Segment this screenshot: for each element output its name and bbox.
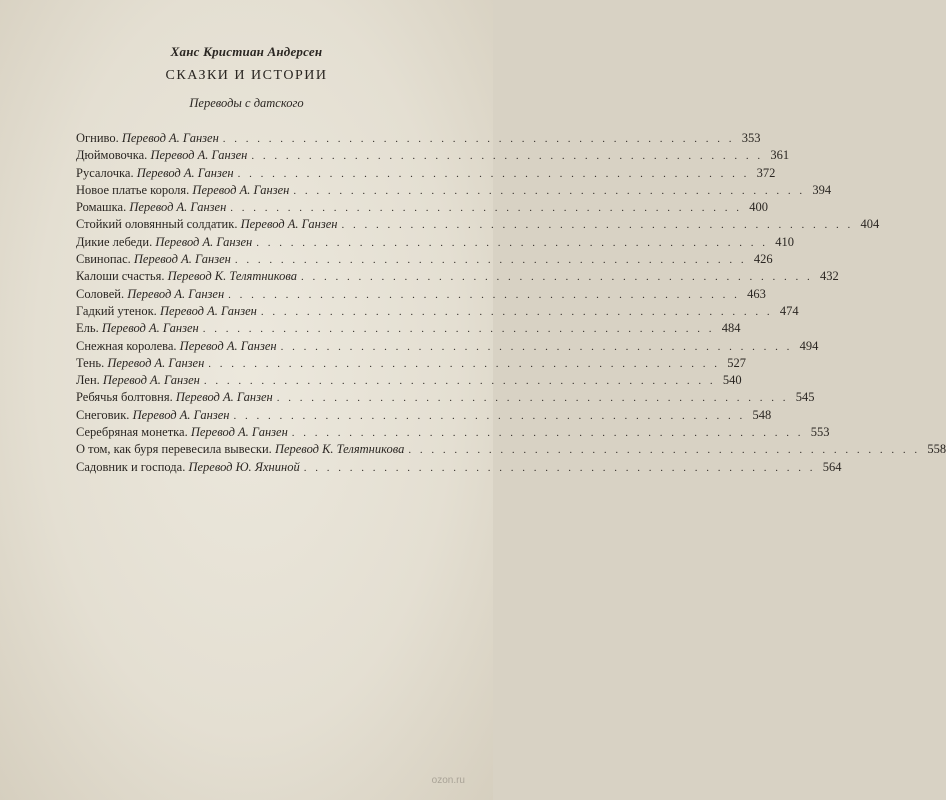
toc-entry-text — [76, 407, 230, 424]
watermark: ozon.ru — [431, 775, 465, 786]
toc-entry-translator: Перевод А. Ганзен — [136, 165, 234, 180]
toc-entry-translator: Перевод Ю. Яхниной — [188, 459, 300, 474]
toc-page-number: 463 — [747, 286, 766, 301]
toc-entry-title: Огниво. — [76, 131, 119, 145]
toc-leader-dots — [235, 252, 747, 269]
toc-entry-text — [76, 355, 204, 372]
toc-leader-dots — [234, 408, 746, 425]
toc-entry — [76, 355, 747, 372]
toc-entry-text — [76, 320, 199, 337]
toc-entry — [76, 216, 880, 233]
toc-entry-translator: Перевод А. Ганзен — [190, 425, 288, 440]
toc-entry-text — [76, 372, 200, 389]
toc-entry-text — [76, 424, 288, 441]
toc-entry — [76, 130, 761, 147]
toc-entry-text — [76, 234, 252, 251]
toc-entry-text — [76, 251, 231, 268]
toc-entry — [76, 441, 946, 458]
toc-page-number: 432 — [820, 269, 839, 284]
toc-entry — [76, 459, 842, 476]
toc-entry-title: Калоши счастья. — [76, 269, 165, 284]
toc-page-number: 558 — [927, 442, 946, 457]
toc-entry-translator: Перевод А. Ганзен — [150, 148, 248, 163]
toc-page-number: 410 — [775, 234, 795, 249]
toc-entry — [76, 320, 741, 337]
toc-entry-translator: Перевод А. Ганзен — [121, 131, 219, 145]
toc-entry-title: Свинопас. — [76, 252, 131, 267]
toc-leader-dots — [261, 304, 773, 321]
toc-page-number: 540 — [722, 373, 742, 388]
toc-entry-text — [76, 130, 219, 147]
toc-entry-translator: Перевод А. Ганзен — [132, 407, 230, 422]
toc-entry-text — [76, 165, 234, 182]
section-title: СКАЗКИ И ИСТОРИИ — [165, 68, 328, 83]
toc-entry — [76, 338, 819, 355]
toc-leader-dots — [208, 356, 720, 373]
toc-entry-translator: Перевод К. Телятникова — [167, 269, 298, 284]
toc-entry-title: Тень. — [76, 355, 105, 370]
toc-entry-title: Соловей. — [76, 286, 125, 301]
toc-page-number: 361 — [770, 148, 790, 163]
toc-entry — [76, 165, 776, 182]
toc-page-number: 426 — [753, 252, 773, 267]
toc-entry-text — [76, 338, 277, 355]
author-name: Ханс Кристиан Андерсен — [170, 44, 323, 59]
toc-leader-dots — [277, 390, 789, 407]
toc-entry — [76, 251, 773, 268]
toc-entry — [76, 286, 766, 303]
toc-page-number: 353 — [741, 131, 761, 145]
toc-entry-title: Дикие лебеди. — [76, 234, 153, 249]
toc-entry-translator: Перевод А. Ганзен — [192, 182, 290, 197]
toc-entry-title: Снежная королева. — [76, 338, 177, 353]
toc-entry-text — [76, 182, 289, 199]
toc-leader-dots — [203, 321, 715, 338]
toc-page-number: 394 — [812, 182, 832, 197]
toc-leader-dots — [204, 373, 716, 390]
toc-entry-translator: Перевод К. Телятникова — [274, 442, 405, 457]
toc-page-number: 474 — [779, 303, 799, 318]
toc-entry-title: Ребячья болтовня. — [76, 390, 173, 405]
toc-page-number: 545 — [795, 390, 815, 405]
toc-leader-dots — [228, 287, 740, 304]
table-of-contents — [76, 130, 946, 476]
toc-entry-translator: Перевод А. Ганзен — [179, 338, 277, 353]
toc-entry — [76, 199, 769, 216]
toc-entry — [76, 303, 799, 320]
toc-page-number: 404 — [860, 217, 880, 232]
toc-entry-translator: Перевод А. Ганзен — [159, 303, 257, 318]
toc-entry-text — [76, 459, 300, 476]
toc-entry-title: О том, как буря перевесила вывески. — [76, 442, 272, 457]
toc-entry — [76, 372, 742, 389]
toc-leader-dots — [230, 200, 742, 217]
toc-page-number: 548 — [752, 407, 772, 422]
toc-entry-title: Лен. — [76, 373, 100, 388]
toc-leader-dots — [304, 460, 816, 477]
toc-entry — [76, 389, 815, 406]
toc-leader-dots — [342, 217, 854, 234]
toc-entry-title: Стойкий оловянный солдатик. — [76, 217, 238, 232]
toc-entry-text — [76, 199, 226, 216]
toc-entry-translator: Перевод А. Ганзен — [133, 252, 231, 267]
toc-entry-translator: Перевод А. Ганзен — [175, 390, 273, 405]
toc-entry — [76, 268, 839, 285]
toc-leader-dots — [251, 148, 763, 165]
toc-leader-dots — [281, 339, 793, 356]
toc-entry-title: Ель. — [76, 321, 99, 336]
toc-entry-text — [76, 303, 257, 320]
toc-entry-translator: Перевод А. Ганзен — [240, 217, 338, 232]
toc-entry — [76, 407, 772, 424]
toc-entry-text — [76, 268, 297, 285]
toc-page-number: 372 — [756, 165, 776, 180]
section-subtitle: Переводы с датского — [189, 96, 304, 110]
toc-entry-title: Гадкий утенок. — [76, 303, 157, 318]
toc-entry-translator: Перевод А. Ганзен — [129, 200, 227, 215]
toc-entry-title: Новое платье короля. — [76, 182, 190, 197]
toc-leader-dots — [256, 235, 768, 252]
toc-page-number: 553 — [810, 425, 830, 440]
toc-leader-dots — [293, 183, 805, 200]
toc-entry — [76, 182, 832, 199]
toc-page-number: 484 — [721, 321, 741, 336]
toc-page-number: 400 — [749, 200, 769, 215]
toc-page-number: 494 — [799, 338, 819, 353]
toc-entry-text — [76, 286, 224, 303]
toc-entry-text — [76, 216, 338, 233]
toc-page-number: 564 — [822, 459, 842, 474]
toc-leader-dots — [238, 166, 750, 183]
toc-entry-title: Садовник и господа. — [76, 459, 186, 474]
toc-entry-title: Серебряная монетка. — [76, 425, 188, 440]
toc-entry-translator: Перевод А. Ганзен — [102, 373, 200, 388]
toc-leader-dots — [408, 442, 920, 459]
toc-entry-title: Русалочка. — [76, 165, 134, 180]
toc-leader-dots — [223, 131, 735, 148]
toc-entry-translator: Перевод А. Ганзен — [101, 321, 199, 336]
toc-entry — [76, 147, 790, 164]
toc-entry-translator: Перевод А. Ганзен — [127, 286, 225, 301]
toc-leader-dots — [292, 425, 804, 442]
toc-leader-dots — [301, 269, 813, 286]
toc-entry-text — [76, 441, 404, 458]
toc-entry-title: Снеговик. — [76, 407, 130, 422]
toc-entry-translator: Перевод А. Ганзен — [107, 355, 205, 370]
toc-entry-title: Ромашка. — [76, 200, 127, 215]
toc-page-number: 527 — [727, 355, 747, 370]
toc-entry-title: Дюймовочка. — [76, 148, 148, 163]
toc-entry — [76, 424, 830, 441]
toc-entry-text — [76, 389, 273, 406]
toc-entry — [76, 234, 795, 251]
toc-entry-text — [76, 147, 247, 164]
toc-entry-translator: Перевод А. Ганзен — [155, 234, 253, 249]
